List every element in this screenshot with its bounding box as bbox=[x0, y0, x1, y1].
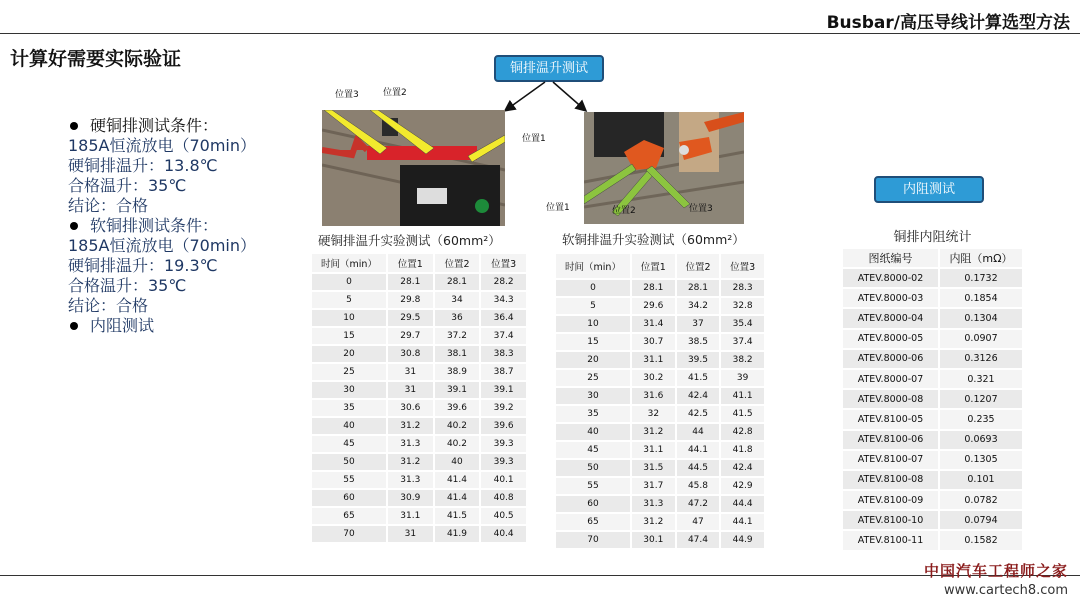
table-cell: 32.8 bbox=[720, 297, 765, 315]
table-cell: 70 bbox=[312, 525, 387, 543]
table-cell: 38.1 bbox=[434, 345, 481, 363]
table-cell: 0.1305 bbox=[939, 450, 1023, 470]
table-row bbox=[843, 389, 1023, 409]
table-cell: 47.4 bbox=[676, 531, 721, 549]
table-cell: 36.4 bbox=[480, 309, 527, 327]
table-row bbox=[556, 351, 765, 369]
table-cell: ATEV.8000-04 bbox=[843, 308, 939, 328]
table-cell: 40 bbox=[312, 417, 387, 435]
table-row bbox=[556, 405, 765, 423]
watermark-url: www.cartech8.com bbox=[944, 583, 1068, 598]
table-row bbox=[843, 490, 1023, 510]
column-header: 位置3 bbox=[720, 253, 765, 279]
table-cell: 25 bbox=[312, 363, 387, 381]
table-cell: 31 bbox=[387, 525, 434, 543]
table-cell: 36 bbox=[434, 309, 481, 327]
resistance-table bbox=[843, 223, 1024, 552]
table-cell: 39.1 bbox=[480, 381, 527, 399]
table-cell: 31 bbox=[387, 363, 434, 381]
table-cell: 10 bbox=[556, 315, 631, 333]
temp-test-callout: 铜排温升测试 bbox=[494, 55, 604, 82]
table-cell: 44.1 bbox=[720, 513, 765, 531]
table-cell: 38.5 bbox=[676, 333, 721, 351]
table-cell: 37.2 bbox=[434, 327, 481, 345]
footer-divider bbox=[0, 575, 1080, 576]
table-cell: 25 bbox=[556, 369, 631, 387]
table-cell: 39.3 bbox=[480, 435, 527, 453]
photo-label: 位置3 bbox=[335, 90, 359, 100]
column-header: 图纸编号 bbox=[843, 248, 939, 268]
table-cell: 45 bbox=[312, 435, 387, 453]
table-cell: 37 bbox=[676, 315, 721, 333]
table-row bbox=[843, 329, 1023, 349]
table-cell: 28.2 bbox=[480, 273, 527, 291]
table-cell: ATEV.8100-05 bbox=[843, 409, 939, 429]
table-row bbox=[843, 288, 1023, 308]
table-cell: 39.3 bbox=[480, 453, 527, 471]
table-cell: 0.321 bbox=[939, 369, 1023, 389]
table-cell: 45.8 bbox=[676, 477, 721, 495]
table-cell: 40.8 bbox=[480, 489, 527, 507]
table-row bbox=[556, 333, 765, 351]
table-cell: 31.3 bbox=[387, 435, 434, 453]
table-row bbox=[312, 327, 527, 345]
watermark-logo-text: 中国汽车工程师之家 bbox=[923, 562, 1068, 580]
table-cell: ATEV.8000-06 bbox=[843, 349, 939, 369]
table-cell: 31.3 bbox=[631, 495, 676, 513]
table-cell: ATEV.8000-08 bbox=[843, 389, 939, 409]
photo-label: 位置1 bbox=[546, 203, 570, 213]
table-cell: 0.0693 bbox=[939, 430, 1023, 450]
bullet-detail: 185A恒流放电（70min） bbox=[68, 236, 257, 255]
table-row bbox=[556, 495, 765, 513]
table-cell: ATEV.8100-09 bbox=[843, 490, 939, 510]
table-cell: 65 bbox=[312, 507, 387, 525]
bullet-detail: 结论：合格 bbox=[68, 296, 149, 315]
table-cell: ATEV.8000-02 bbox=[843, 268, 939, 288]
table-cell: 20 bbox=[556, 351, 631, 369]
table-cell: 30 bbox=[312, 381, 387, 399]
table-cell: 31 bbox=[387, 381, 434, 399]
table-cell: 42.8 bbox=[720, 423, 765, 441]
table-cell: 30.8 bbox=[387, 345, 434, 363]
bullet-detail: 硬铜排温升：19.3℃ bbox=[68, 256, 218, 275]
table-cell: 60 bbox=[312, 489, 387, 507]
table-row bbox=[556, 531, 765, 549]
table-cell: 31.2 bbox=[631, 513, 676, 531]
table-row bbox=[312, 363, 527, 381]
table-cell: 38.9 bbox=[434, 363, 481, 381]
table-cell: 40 bbox=[556, 423, 631, 441]
table-cell: 41.8 bbox=[720, 441, 765, 459]
column-header: 时间（min） bbox=[556, 253, 631, 279]
table-cell: 29.5 bbox=[387, 309, 434, 327]
table-cell: 0.0782 bbox=[939, 490, 1023, 510]
table-cell: 20 bbox=[312, 345, 387, 363]
table-cell: ATEV.8100-06 bbox=[843, 430, 939, 450]
table-title: 铜排内阻统计 bbox=[843, 223, 1023, 248]
table-cell: 44.9 bbox=[720, 531, 765, 549]
table-cell: 29.7 bbox=[387, 327, 434, 345]
table-title: 硬铜排温升实验测试（60mm²） bbox=[312, 228, 527, 253]
table-cell: 50 bbox=[312, 453, 387, 471]
table-cell: 42.9 bbox=[720, 477, 765, 495]
table-cell: 31.7 bbox=[631, 477, 676, 495]
resistance-test-callout: 内阻测试 bbox=[874, 176, 984, 203]
table-cell: 30.2 bbox=[631, 369, 676, 387]
table-row bbox=[556, 423, 765, 441]
table-row bbox=[312, 345, 527, 363]
table-cell: 30.9 bbox=[387, 489, 434, 507]
table-cell: 37.4 bbox=[480, 327, 527, 345]
table-cell: 40.2 bbox=[434, 435, 481, 453]
table-cell: 40 bbox=[434, 453, 481, 471]
table-cell: 0.3126 bbox=[939, 349, 1023, 369]
table-row bbox=[843, 349, 1023, 369]
table-cell: 31.1 bbox=[631, 441, 676, 459]
table-cell: 41.4 bbox=[434, 471, 481, 489]
table-cell: 65 bbox=[556, 513, 631, 531]
table-row bbox=[312, 309, 527, 327]
table-row bbox=[312, 417, 527, 435]
table-row bbox=[843, 409, 1023, 429]
table-row bbox=[843, 268, 1023, 288]
table-cell: 28.1 bbox=[631, 279, 676, 297]
column-header: 位置3 bbox=[480, 253, 527, 273]
column-header: 位置1 bbox=[631, 253, 676, 279]
table-cell: 31.2 bbox=[631, 423, 676, 441]
table-row bbox=[556, 387, 765, 405]
soft-busbar-table bbox=[556, 225, 766, 550]
table-cell: 31.4 bbox=[631, 315, 676, 333]
table-cell: 60 bbox=[556, 495, 631, 513]
table-cell: 31.2 bbox=[387, 453, 434, 471]
bullet-detail: 185A恒流放电（70min） bbox=[68, 136, 257, 155]
table-cell: 38.7 bbox=[480, 363, 527, 381]
table-cell: 41.5 bbox=[434, 507, 481, 525]
table-row bbox=[312, 273, 527, 291]
table-cell: 35 bbox=[312, 399, 387, 417]
table-cell: 41.5 bbox=[676, 369, 721, 387]
table-cell: 41.5 bbox=[720, 405, 765, 423]
table-cell: 15 bbox=[312, 327, 387, 345]
table-cell: 39.6 bbox=[434, 399, 481, 417]
photo-label: 位置3 bbox=[689, 204, 713, 214]
bullet-detail: 结论：合格 bbox=[68, 196, 149, 215]
table-cell: 35.4 bbox=[720, 315, 765, 333]
table-cell: 5 bbox=[556, 297, 631, 315]
column-header: 位置1 bbox=[387, 253, 434, 273]
table-row bbox=[556, 369, 765, 387]
table-cell: 0.1732 bbox=[939, 268, 1023, 288]
table-row bbox=[312, 381, 527, 399]
table-cell: ATEV.8100-10 bbox=[843, 510, 939, 530]
table-cell: 30.7 bbox=[631, 333, 676, 351]
table-row bbox=[556, 297, 765, 315]
table-row bbox=[312, 525, 527, 543]
table-row bbox=[843, 430, 1023, 450]
table-cell: 0.101 bbox=[939, 470, 1023, 490]
bullet-detail: 硬铜排温升：13.8℃ bbox=[68, 156, 218, 175]
table-cell: 0.1207 bbox=[939, 389, 1023, 409]
table-cell: 30.6 bbox=[387, 399, 434, 417]
table-cell: 35 bbox=[556, 405, 631, 423]
table-cell: 39.1 bbox=[434, 381, 481, 399]
table-row bbox=[312, 399, 527, 417]
table-cell: 39.5 bbox=[676, 351, 721, 369]
table-cell: 31.5 bbox=[631, 459, 676, 477]
table-cell: ATEV.8000-03 bbox=[843, 288, 939, 308]
table-cell: 45 bbox=[556, 441, 631, 459]
table-cell: 28.1 bbox=[387, 273, 434, 291]
table-cell: 10 bbox=[312, 309, 387, 327]
table-cell: 41.1 bbox=[720, 387, 765, 405]
table-cell: 47 bbox=[676, 513, 721, 531]
soft-busbar-photo bbox=[584, 112, 744, 224]
table-row bbox=[312, 291, 527, 309]
table-cell: ATEV.8100-11 bbox=[843, 530, 939, 550]
table-cell: 30.1 bbox=[631, 531, 676, 549]
table-cell: 44.4 bbox=[720, 495, 765, 513]
table-cell: 37.4 bbox=[720, 333, 765, 351]
table-row bbox=[843, 369, 1023, 389]
hard-busbar-table bbox=[312, 228, 528, 544]
table-cell: 44 bbox=[676, 423, 721, 441]
bullet-detail: 合格温升：35℃ bbox=[68, 176, 187, 195]
table-cell: 40.2 bbox=[434, 417, 481, 435]
table-cell: 34.3 bbox=[480, 291, 527, 309]
table-cell: 0.235 bbox=[939, 409, 1023, 429]
bullet-item: 硬铜排测试条件： bbox=[68, 116, 256, 136]
table-row bbox=[556, 459, 765, 477]
table-cell: 0.1304 bbox=[939, 308, 1023, 328]
table-cell: ATEV.8000-07 bbox=[843, 369, 939, 389]
table-cell: 40.4 bbox=[480, 525, 527, 543]
table-cell: 29.6 bbox=[631, 297, 676, 315]
table-cell: 0.1854 bbox=[939, 288, 1023, 308]
photo-label: 位置2 bbox=[612, 206, 636, 216]
table-cell: 0 bbox=[556, 279, 631, 297]
table-row bbox=[312, 453, 527, 471]
table-cell: 31.1 bbox=[387, 507, 434, 525]
table-cell: 44.5 bbox=[676, 459, 721, 477]
table-row bbox=[312, 489, 527, 507]
table-cell: 44.1 bbox=[676, 441, 721, 459]
table-row bbox=[556, 513, 765, 531]
bullet-detail: 合格温升：35℃ bbox=[68, 276, 187, 295]
table-cell: ATEV.8100-07 bbox=[843, 450, 939, 470]
arrow-to-hard-photo bbox=[506, 82, 545, 110]
column-header: 位置2 bbox=[676, 253, 721, 279]
table-cell: 0.1582 bbox=[939, 530, 1023, 550]
table-cell: 31.3 bbox=[387, 471, 434, 489]
table-cell: ATEV.8100-08 bbox=[843, 470, 939, 490]
table-cell: 42.4 bbox=[676, 387, 721, 405]
table-cell: 0.0907 bbox=[939, 329, 1023, 349]
table-cell: 28.1 bbox=[434, 273, 481, 291]
table-row bbox=[312, 471, 527, 489]
table-cell: 41.4 bbox=[434, 489, 481, 507]
table-cell: 41.9 bbox=[434, 525, 481, 543]
photo-label: 位置1 bbox=[522, 134, 546, 144]
table-cell: 42.4 bbox=[720, 459, 765, 477]
table-cell: 55 bbox=[556, 477, 631, 495]
column-header: 位置2 bbox=[434, 253, 481, 273]
table-cell: 39 bbox=[720, 369, 765, 387]
table-cell: 31.1 bbox=[631, 351, 676, 369]
table-row bbox=[843, 450, 1023, 470]
table-cell: 34.2 bbox=[676, 297, 721, 315]
table-cell: 47.2 bbox=[676, 495, 721, 513]
table-cell: 28.1 bbox=[676, 279, 721, 297]
table-cell: 38.3 bbox=[480, 345, 527, 363]
column-header: 时间（min） bbox=[312, 253, 387, 273]
table-cell: 28.3 bbox=[720, 279, 765, 297]
table-row bbox=[556, 477, 765, 495]
table-cell: 31.6 bbox=[631, 387, 676, 405]
table-cell: 15 bbox=[556, 333, 631, 351]
table-cell: 0 bbox=[312, 273, 387, 291]
table-cell: 55 bbox=[312, 471, 387, 489]
table-cell: 40.5 bbox=[480, 507, 527, 525]
table-row bbox=[843, 530, 1023, 550]
table-row bbox=[556, 279, 765, 297]
table-cell: 50 bbox=[556, 459, 631, 477]
table-row bbox=[556, 315, 765, 333]
table-cell: 30 bbox=[556, 387, 631, 405]
table-row bbox=[556, 441, 765, 459]
table-row bbox=[843, 510, 1023, 530]
table-cell: 34 bbox=[434, 291, 481, 309]
table-cell: 29.8 bbox=[387, 291, 434, 309]
photo-label: 位置2 bbox=[383, 88, 407, 98]
hard-busbar-photo bbox=[322, 110, 505, 226]
table-row bbox=[312, 435, 527, 453]
bullet-item: 软铜排测试条件： bbox=[68, 216, 256, 236]
table-row bbox=[312, 507, 527, 525]
table-cell: 39.6 bbox=[480, 417, 527, 435]
table-cell: 39.2 bbox=[480, 399, 527, 417]
table-cell: 31.2 bbox=[387, 417, 434, 435]
table-cell: ATEV.8000-05 bbox=[843, 329, 939, 349]
table-title: 软铜排温升实验测试（60mm²） bbox=[556, 225, 765, 253]
table-cell: 38.2 bbox=[720, 351, 765, 369]
table-cell: 70 bbox=[556, 531, 631, 549]
table-cell: 40.1 bbox=[480, 471, 527, 489]
header-title: Busbar/高压导线计算选型方法 bbox=[826, 13, 1070, 33]
table-row bbox=[843, 308, 1023, 328]
table-cell: 42.5 bbox=[676, 405, 721, 423]
arrow-to-soft-photo bbox=[553, 82, 585, 110]
table-row bbox=[843, 470, 1023, 490]
column-header: 内阻（mΩ） bbox=[939, 248, 1023, 268]
table-cell: 0.0794 bbox=[939, 510, 1023, 530]
table-cell: 32 bbox=[631, 405, 676, 423]
table-cell: 5 bbox=[312, 291, 387, 309]
page-title: 计算好需要实际验证 bbox=[10, 48, 182, 70]
bullet-item: 内阻测试 bbox=[68, 316, 256, 336]
